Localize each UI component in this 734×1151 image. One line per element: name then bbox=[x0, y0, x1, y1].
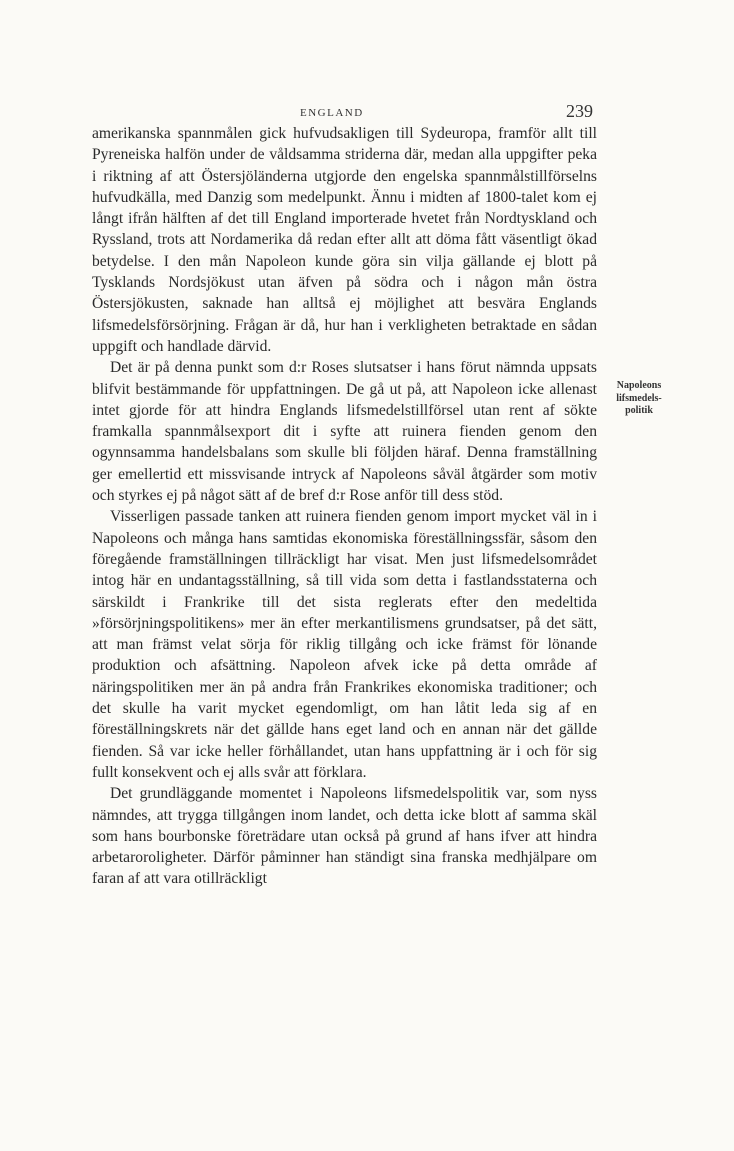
body-text bbox=[92, 123, 597, 890]
margin-note-line: politik bbox=[625, 405, 653, 416]
margin-note-line: Napoleons bbox=[616, 380, 662, 391]
paragraph: Visserligen passade tanken att ruinera fienden genom import mycket väl in i Napoleons och många hans samtidas ekonomiska föreställningssfär, såsom den föregående framställningen tillräckligt har visat. Men just lifsmedelsområdet intog här en undantagsställning, så till vida som detta i fastlandsstaterna och särskildt i Frankrike till det sista reglerats efter den medeltida »försörjningspolitikens» mer än efter merkantilismens grundsatser, på det sätt, att man främst velat sörja för riklig tillgång och icke främst för lönande produktion och afsättning. Napoleon afvek icke på detta område af näringspolitiken mer än på andra från Frankrikes ekonomiska traditioner; och det skulle ha varit mycket egendomligt, om han låtit leda sig af en föreställningskrets när det gällde hans eget land och en annan när det gällde fienden. Så var icke heller förhållandet, utan hans uppfattning är i och för sig fullt konsekvent och ej alls svår att förklara. bbox=[92, 508, 597, 781]
running-head: ENGLAND bbox=[300, 107, 364, 119]
paragraph: Det grundläggande momentet i Napoleons lifsmedelspolitik var, som nyss nämndes, att trygga tillgången inom landet, och detta icke blott af samma skäl som hans bourbonske företrädare utan också på grund af hans ifver att hindra arbetaroroligheter. Därför påminner han ständigt sina franska medhjälpare om faran af att vara otillräckligt bbox=[92, 785, 597, 888]
page-number: 239 bbox=[566, 101, 593, 121]
margin-note bbox=[600, 380, 678, 418]
margin-note-line: lifsmedels- bbox=[616, 392, 662, 404]
paragraph: amerikanska spannmålen gick hufvudsakligen till Sydeuropa, framför allt till Pyreneiska halfön under de våldsamma striderna där, medan alla uppgifter peka i riktning af att Östersjöländerna utgjorde den engelska spannmålstillförselns hufvudkälla, med Danzig som medelpunkt. Ännu i midten af 1800-talet kom ej långt ifrån hälften af det till England importerade hvetet från Nordtyskland och Ryssland, trots att Nordamerika då redan efter allt att döma fått väsentligt ökad betydelse. I den mån Napoleon kunde göra sin vilja gällande ej blott på Tysklands Nordsjökust utan äfven på södra och i någon mån östra Östersjökusten, saknade han alltså ej möjlighet att besvära Englands lifsmedelsförsörjning. Frågan är då, hur han i verkligheten betraktade en sådan uppgift och handlade därvid. bbox=[92, 125, 597, 355]
paragraph: Det är på denna punkt som d:r Roses slutsatser i hans förut nämnda uppsats blifvit bestämmande för uppfattningen. De gå ut på, att Napoleon icke allenast intet gjorde för att hindra Englands lifsmedelstillförsel utan rent af sökte framkalla spannmålsexport dit i syfte att ruinera fienden genom den ogynnsamma handelsbalans som skulle bli följden häraf. Denna framställning ger emellertid ett missvisande intryck af Napoleons såväl åtgärder som motiv och styrkes ej på något sätt af de bref d:r Rose anför till dess stöd. bbox=[92, 359, 597, 505]
